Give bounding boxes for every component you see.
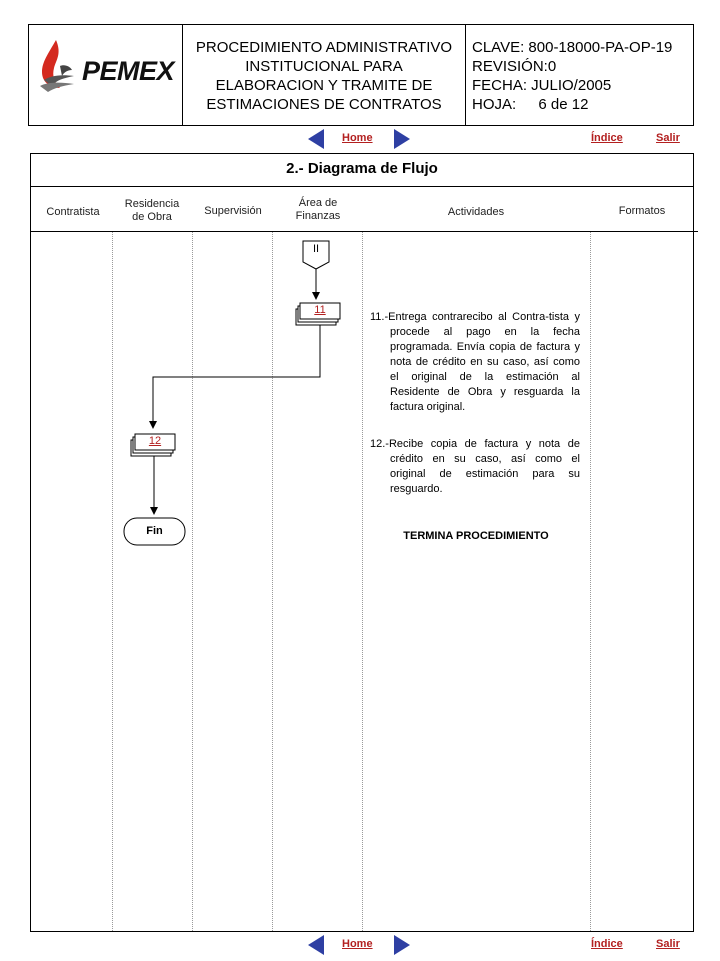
title-line-2: INSTITUCIONAL PARA — [245, 58, 403, 75]
col-supervision: Supervisión — [204, 205, 262, 217]
section-title: 2.- Diagrama de Flujo — [286, 160, 438, 177]
indice-link-top[interactable]: Índice — [591, 132, 623, 144]
termina-procedimiento: TERMINA PROCEDIMIENTO — [403, 530, 549, 542]
activity-11-number: 11.- — [370, 311, 389, 323]
next-page-button-bottom[interactable] — [392, 934, 412, 961]
step-12-link[interactable]: 12 — [148, 435, 162, 447]
terminator-label: Fin — [146, 525, 163, 537]
indice-link-bottom[interactable]: Índice — [591, 938, 623, 950]
activity-11-text: Entrega contrarecibo al Contra-tista y procede al pago en la fecha programada. Envía copia de factura y nota de crédito en su caso, así como el original de la estimación al Residente de Obra y resguarda la factura original. — [388, 311, 580, 413]
col-residencia: Residencia de Obra — [124, 198, 180, 223]
arrow-right-icon — [392, 934, 412, 956]
arrow-left-icon — [306, 934, 326, 956]
hoja-label: HOJA: — [472, 96, 517, 113]
hoja-value: 6 de 12 — [538, 96, 589, 113]
col-finanzas: Área de Finanzas — [295, 197, 341, 222]
prev-page-button-bottom[interactable] — [306, 934, 326, 961]
step-11-link[interactable]: 11 — [314, 304, 326, 316]
home-link-top[interactable]: Home — [342, 132, 373, 144]
offpage-connector-label: II — [312, 243, 320, 255]
arrow-11-to-12 — [153, 325, 320, 427]
col-actividades: Actividades — [447, 206, 505, 218]
title-line-3: ELABORACION Y TRAMITE DE — [215, 77, 433, 94]
revision: REVISIÓN:0 — [472, 58, 557, 75]
col-contratista: Contratista — [46, 206, 100, 218]
logo-wordmark: PEMEX — [82, 56, 175, 86]
title-line-4: ESTIMACIONES DE CONTRATOS — [206, 96, 442, 113]
activity-12-number: 12.- — [370, 438, 389, 450]
activity-12 — [370, 437, 580, 497]
home-link-bottom[interactable]: Home — [342, 938, 373, 950]
col-formatos: Formatos — [618, 205, 666, 217]
salir-link-top[interactable]: Salir — [656, 132, 680, 144]
salir-link-bottom[interactable]: Salir — [656, 938, 680, 950]
activity-11 — [370, 310, 580, 415]
activity-12-text: Recibe copia de factura y nota de crédito en su caso, así como el original de estimación para su resguardo. — [388, 438, 580, 495]
clave: CLAVE: 800-18000-PA-OP-19 — [472, 39, 673, 56]
fecha: FECHA: JULIO/2005 — [472, 77, 612, 94]
title-line-1: PROCEDIMIENTO ADMINISTRATIVO — [195, 39, 453, 56]
